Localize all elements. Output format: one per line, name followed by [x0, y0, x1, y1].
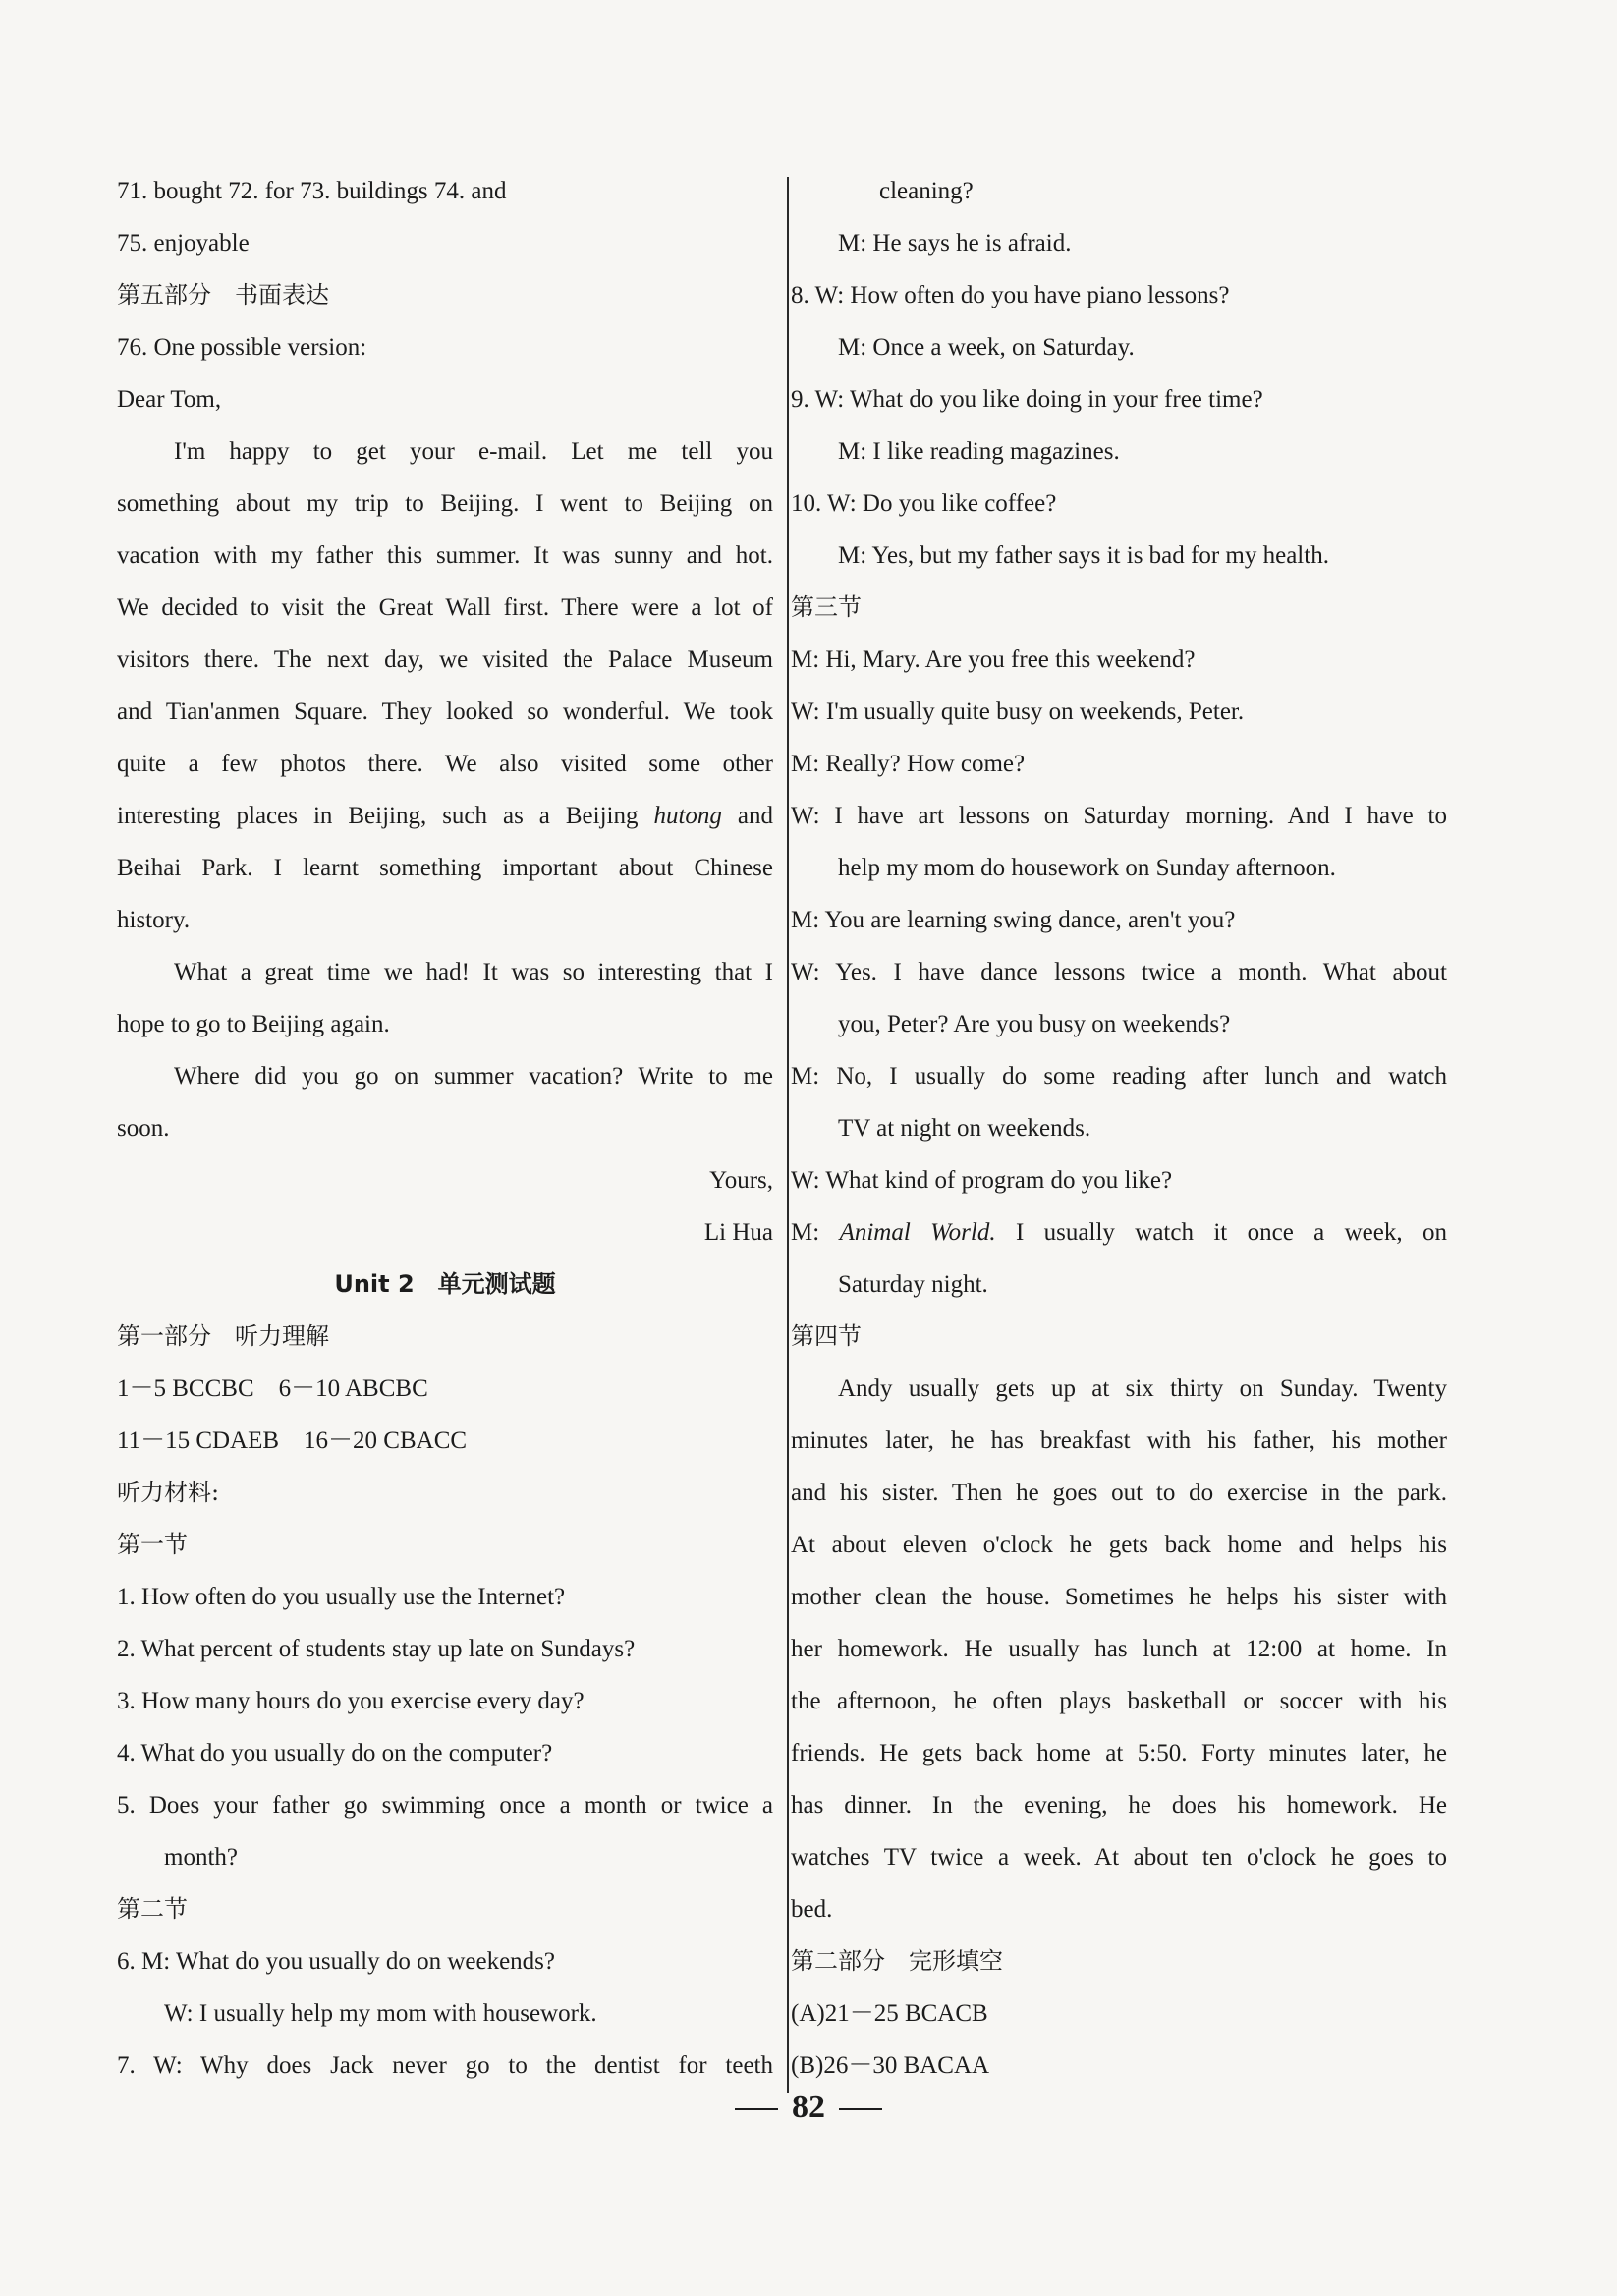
question: 2. What percent of students stay up late on Sundays?	[117, 1636, 636, 1662]
letter-line: Where did you go on summer vacation? Write to me	[174, 1063, 773, 1090]
dialogue-line: M: Once a week, on Saturday.	[838, 334, 1135, 361]
letter-line: hope to go to Beijing again.	[117, 1011, 390, 1037]
part2-title: 第二部分 完形填空	[791, 1947, 1003, 1975]
dialogue-text: I usually watch it once a week, on	[1015, 1219, 1447, 1246]
dialogue-line: 7. W: Why does Jack never go to the dentist for teeth	[117, 2052, 773, 2079]
question: 5. Does your father go swimming once a month or twice a	[117, 1792, 773, 1819]
dialogue-line-animal-world	[791, 1206, 1447, 1259]
dialogue-line: cleaning?	[879, 178, 974, 204]
letter-text: interesting places in Beijing, such as a Beijing	[117, 803, 639, 829]
dialogue-line: 9. W: What do you like doing in your free time?	[791, 386, 1263, 413]
passage-line: the afternoon, he often plays basketball or soccer with his	[791, 1688, 1447, 1714]
answers-71-74: 71. bought 72. for 73. buildings 74. and	[117, 178, 507, 204]
letter-line: and Tian'anmen Square. They looked so wonderful. We took	[117, 699, 773, 725]
program-title: Animal World.	[839, 1219, 996, 1246]
dialogue-line: M: Hi, Mary. Are you free this weekend?	[791, 646, 1196, 673]
dialogue-line: M: I like reading magazines.	[838, 438, 1120, 465]
column-divider	[787, 177, 789, 2093]
letter-line: quite a few photos there. We also visited some other	[117, 751, 773, 777]
dialogue-line: 10. W: Do you like coffee?	[791, 490, 1057, 517]
unit-title: Unit 2 单元测试题	[334, 1270, 556, 1298]
letter-line: I'm happy to get your e-mail. Let me tell you	[174, 438, 773, 465]
hutong-word: hutong	[653, 803, 722, 829]
section3-label: 第三节	[791, 593, 862, 621]
letter-text: and	[737, 803, 773, 829]
passage-line: minutes later, he has breakfast with his father, his mother	[791, 1428, 1447, 1454]
dialogue-line: help my mom do housework on Sunday afternoon.	[838, 855, 1336, 881]
dialogue-line: M: He says he is afraid.	[838, 230, 1072, 256]
letter-closing: Yours,	[709, 1167, 773, 1194]
passage-line: Andy usually gets up at six thirty on Sunday. Twenty	[838, 1375, 1447, 1402]
answers-a: (A)21－25 BCACB	[791, 2000, 988, 2027]
passage-line: bed.	[791, 1896, 833, 1923]
section2-label: 第二节	[117, 1895, 188, 1923]
dialogue-line: 8. W: How often do you have piano lessons?	[791, 282, 1230, 308]
question: 4. What do you usually do on the computer?	[117, 1740, 553, 1766]
dialogue-line: W: I have art lessons on Saturday morning. And I have to	[791, 803, 1447, 829]
letter-line: visitors there. The next day, we visited the Palace Museum	[117, 646, 773, 673]
answers-11-20: 11－15 CDAEB 16－20 CBACC	[117, 1428, 468, 1454]
listening-material-label: 听力材料:	[117, 1479, 220, 1506]
passage-line: her homework. He usually has lunch at 12:00 at home. In	[791, 1636, 1447, 1662]
passage-line: has dinner. In the evening, he does his homework. He	[791, 1792, 1447, 1819]
passage-line: At about eleven o'clock he gets back home and helps his	[791, 1532, 1447, 1558]
dialogue-line: TV at night on weekends.	[838, 1115, 1091, 1142]
footer-dash	[735, 2108, 778, 2110]
dialogue-line: W: I'm usually quite busy on weekends, Peter.	[791, 699, 1245, 725]
passage-line: friends. He gets back home at 5:50. Forty minutes later, he	[791, 1740, 1447, 1766]
letter-line: vacation with my father this summer. It was sunny and hot.	[117, 542, 773, 569]
q76-intro: 76. One possible version:	[117, 334, 367, 361]
part5-title: 第五部分 书面表达	[117, 281, 329, 308]
passage-line: and his sister. Then he goes out to do exercise in the park.	[791, 1480, 1447, 1506]
question-cont: month?	[164, 1844, 238, 1871]
letter-salutation: Dear Tom,	[117, 386, 222, 413]
section1-label: 第一节	[117, 1531, 188, 1558]
passage-line: mother clean the house. Sometimes he helps his sister with	[791, 1584, 1447, 1610]
page-footer	[0, 2089, 1617, 2126]
letter-line: history.	[117, 907, 191, 933]
left-column	[117, 165, 773, 2092]
dialogue-line: W: What kind of program do you like?	[791, 1167, 1173, 1194]
section4-label: 第四节	[791, 1322, 862, 1350]
dialogue-line: M: You are learning swing dance, aren't you?	[791, 907, 1236, 933]
answers-1-10: 1－5 BCCBC 6－10 ABCBC	[117, 1375, 428, 1402]
dialogue-line: W: Yes. I have dance lessons twice a month. What about	[791, 959, 1447, 985]
dialogue-line: M: No, I usually do some reading after lunch and watch	[791, 1063, 1447, 1090]
speaker: M:	[791, 1219, 820, 1246]
letter-line: soon.	[117, 1115, 170, 1142]
question: 1. How often do you usually use the Internet?	[117, 1584, 566, 1610]
dialogue-line: Saturday night.	[838, 1271, 988, 1298]
letter-line: What a great time we had! It was so interesting that I	[174, 959, 773, 985]
answer-75: 75. enjoyable	[117, 230, 250, 256]
page-number: 82	[792, 2089, 825, 2125]
dialogue-line: M: Really? How come?	[791, 751, 1026, 777]
letter-line-hutong	[117, 790, 773, 842]
dialogue-line: W: I usually help my mom with housework.	[164, 2000, 597, 2027]
letter-line: We decided to visit the Great Wall first. There were a lot of	[117, 594, 773, 621]
right-column	[791, 165, 1447, 2092]
footer-dash	[839, 2108, 882, 2110]
part1-title: 第一部分 听力理解	[117, 1322, 329, 1350]
letter-signature: Li Hua	[703, 1219, 773, 1246]
dialogue-line: 6. M: What do you usually do on weekends?	[117, 1948, 555, 1975]
dialogue-line: M: Yes, but my father says it is bad for my health.	[838, 542, 1329, 569]
letter-line: something about my trip to Beijing. I went to Beijing on	[117, 490, 773, 517]
passage-line: watches TV twice a week. At about ten o'clock he goes to	[791, 1844, 1447, 1871]
answers-b: (B)26－30 BACAA	[791, 2052, 990, 2079]
question: 3. How many hours do you exercise every day?	[117, 1688, 585, 1714]
letter-line: Beihai Park. I learnt something important about Chinese	[117, 855, 773, 881]
dialogue-line: you, Peter? Are you busy on weekends?	[838, 1011, 1231, 1037]
